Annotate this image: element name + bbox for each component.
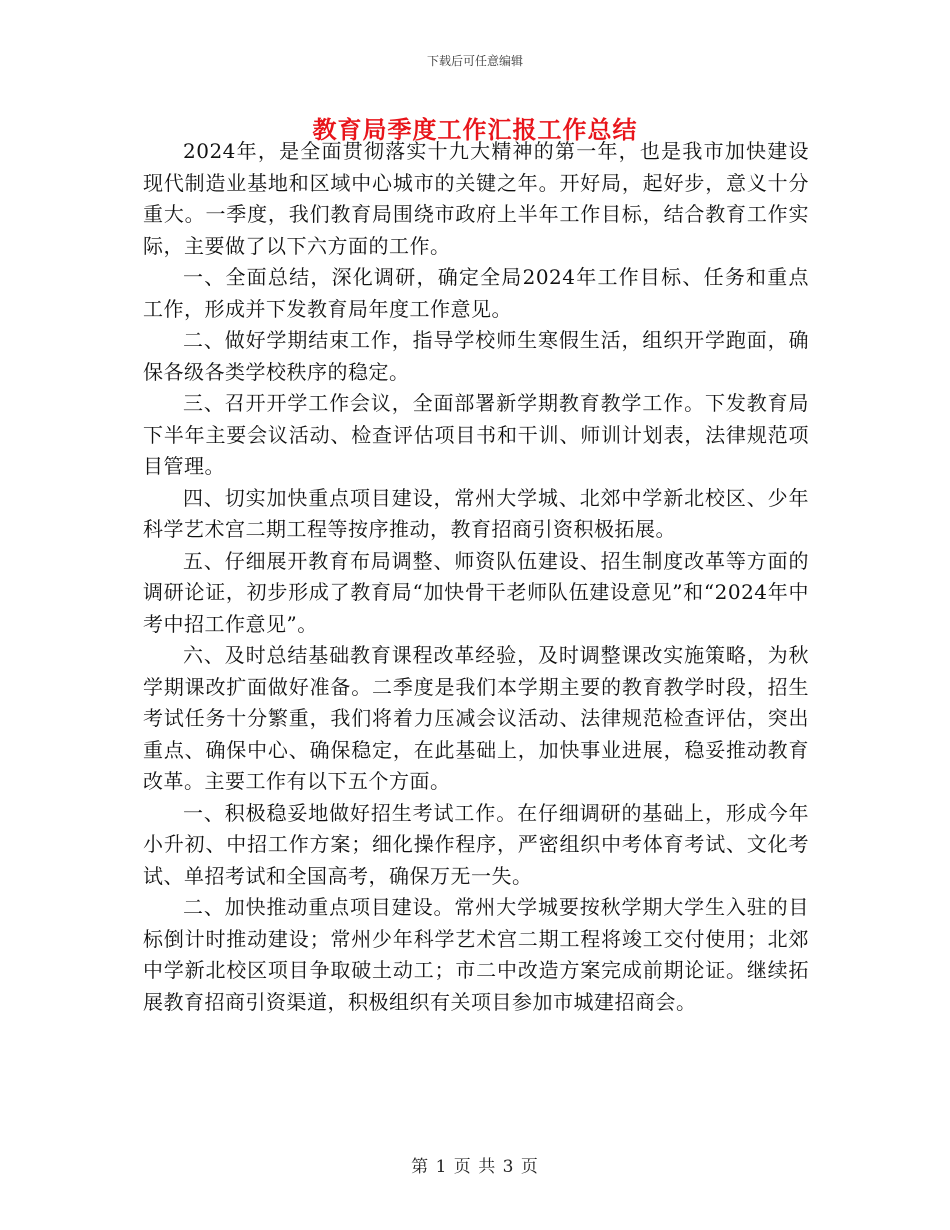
body-paragraph: 六、及时总结基础教育课程改革经验，及时调整课改实施策略，为秋学期课改扩面做好准备。二季度是我们本学期主要的教育教学时段，招生考试任务十分繁重，我们将着力压减会议活动、法律规范检查评估，突出重点、确保中心、确保稳定，在此基础上，加快事业进展，稳妥推动教育改革。主要工作有以下五个方面。 xyxy=(143,643,809,793)
document-title: 教育局季度工作汇报工作总结 xyxy=(312,115,638,144)
body-paragraph: 2024年，是全面贯彻落实十九大精神的第一年，也是我市加快建设现代制造业基地和区域中心城市的关键之年。开好局，起好步，意义十分重大。一季度，我们教育局围绕市政府上半年工作目标，结合教育工作实际，主要做了以下六方面的工作。 xyxy=(143,139,809,258)
document-body xyxy=(143,136,809,1018)
page-header: 下载后可任意编辑 xyxy=(426,54,523,68)
body-paragraph: 二、加快推动重点项目建设。常州大学城要按秋学期大学生入驻的目标倒计时推动建设；常州少年科学艺术宫二期工程将竣工交付使用；北郊中学新北校区项目争取破土动工；市二中改造方案完成前期论证。继续拓展教育招商引资渠道，积极组织有关项目参加市城建招商会。 xyxy=(143,895,809,1014)
body-paragraph: 二、做好学期结束工作，指导学校师生寒假生活，组织开学跑面，确保各级各类学校秩序的稳定。 xyxy=(143,328,809,384)
page-number: 第 1 页 共 3 页 xyxy=(411,1157,539,1177)
body-paragraph: 五、仔细展开教育布局调整、师资队伍建设、招生制度改革等方面的调研论证，初步形成了教育局“加快骨干老师队伍建设意见”和“2024年中考中招工作意见”。 xyxy=(143,548,809,636)
body-paragraph: 四、切实加快重点项目建设，常州大学城、北郊中学新北校区、少年科学艺术宫二期工程等按序推动，教育招商引资积极拓展。 xyxy=(143,485,809,541)
body-paragraph: 一、积极稳妥地做好招生考试工作。在仔细调研的基础上，形成今年小升初、中招工作方案；细化操作程序，严密组织中考体育考试、文化考试、单招考试和全国高考，确保万无一失。 xyxy=(143,800,809,888)
body-paragraph: 一、全面总结，深化调研，确定全局2024年工作目标、任务和重点工作，形成并下发教育局年度工作意见。 xyxy=(143,265,809,321)
body-paragraph: 三、召开开学工作会议，全面部署新学期教育教学工作。下发教育局下半年主要会议活动、检查评估项目书和干训、师训计划表，法律规范项目管理。 xyxy=(143,391,809,478)
